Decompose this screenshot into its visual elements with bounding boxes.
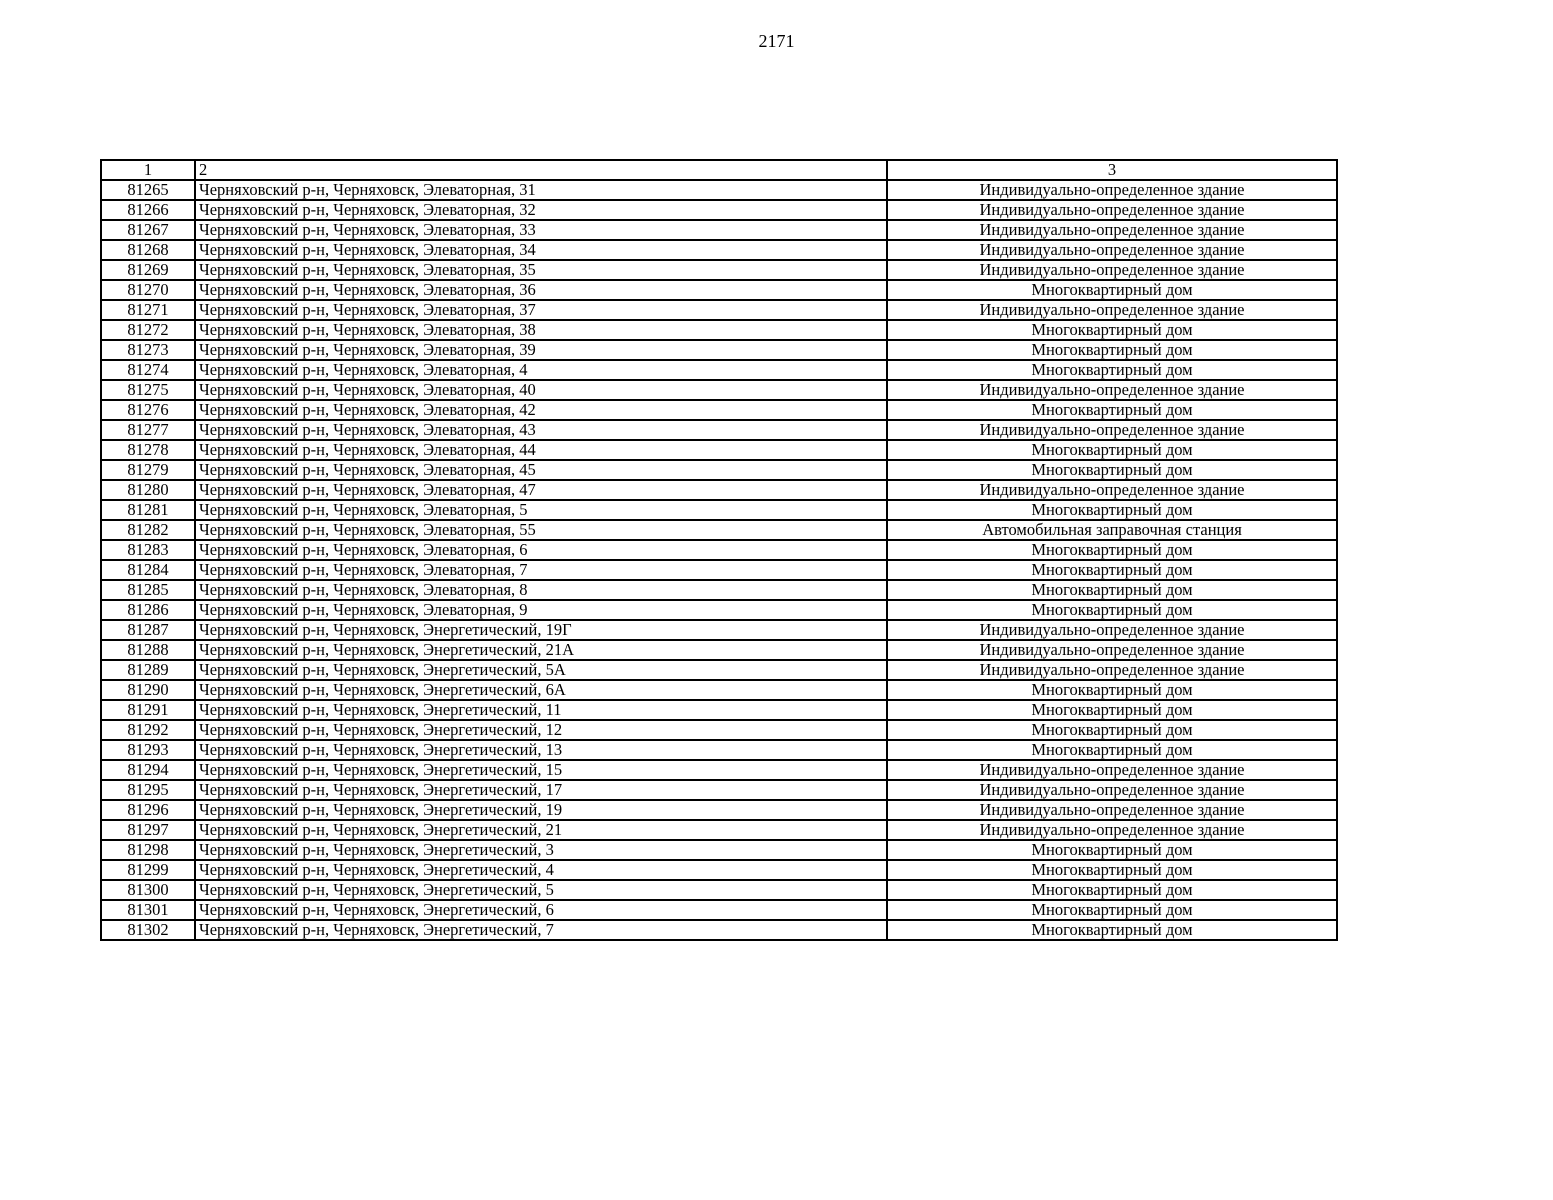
row-address-cell: Черняховский р-н, Черняховск, Элеваторная, 32	[195, 200, 887, 220]
row-type-cell: Индивидуально-определенное здание	[887, 180, 1337, 200]
row-address-cell: Черняховский р-н, Черняховск, Энергетический, 7	[195, 920, 887, 940]
row-address-cell: Черняховский р-н, Черняховск, Энергетический, 17	[195, 780, 887, 800]
row-number-cell: 81299	[101, 860, 195, 880]
row-number-cell: 81271	[101, 300, 195, 320]
header-cell-number: 1	[101, 160, 195, 180]
row-address-cell: Черняховский р-н, Черняховск, Элеваторная, 47	[195, 480, 887, 500]
row-number-cell: 81294	[101, 760, 195, 780]
row-address-cell: Черняховский р-н, Черняховск, Элеваторная, 31	[195, 180, 887, 200]
row-type-cell: Многоквартирный дом	[887, 920, 1337, 940]
row-number-cell: 81270	[101, 280, 195, 300]
row-number-cell: 81292	[101, 720, 195, 740]
table-row	[101, 360, 1337, 380]
row-number-cell: 81288	[101, 640, 195, 660]
row-address-cell: Черняховский р-н, Черняховск, Элеваторная, 35	[195, 260, 887, 280]
row-type-cell: Многоквартирный дом	[887, 740, 1337, 760]
row-number-cell: 81286	[101, 600, 195, 620]
row-type-cell: Многоквартирный дом	[887, 700, 1337, 720]
row-address-cell: Черняховский р-н, Черняховск, Элеваторная, 40	[195, 380, 887, 400]
table-row	[101, 620, 1337, 640]
table-row	[101, 680, 1337, 700]
row-type-cell: Многоквартирный дом	[887, 360, 1337, 380]
table-row	[101, 720, 1337, 740]
row-number-cell: 81278	[101, 440, 195, 460]
row-address-cell: Черняховский р-н, Черняховск, Элеваторная, 7	[195, 560, 887, 580]
row-type-cell: Многоквартирный дом	[887, 540, 1337, 560]
table-row	[101, 240, 1337, 260]
row-type-cell: Индивидуально-определенное здание	[887, 380, 1337, 400]
table-body	[101, 180, 1337, 940]
table-row	[101, 520, 1337, 540]
table-row	[101, 260, 1337, 280]
table-row	[101, 560, 1337, 580]
table-row	[101, 340, 1337, 360]
table-row	[101, 440, 1337, 460]
row-type-cell: Индивидуально-определенное здание	[887, 820, 1337, 840]
row-address-cell: Черняховский р-н, Черняховск, Энергетический, 19	[195, 800, 887, 820]
table-row	[101, 220, 1337, 240]
row-number-cell: 81296	[101, 800, 195, 820]
row-address-cell: Черняховский р-н, Черняховск, Энергетический, 21	[195, 820, 887, 840]
row-type-cell: Многоквартирный дом	[887, 280, 1337, 300]
table-row	[101, 700, 1337, 720]
table-row	[101, 900, 1337, 920]
table-row	[101, 300, 1337, 320]
row-address-cell: Черняховский р-н, Черняховск, Энергетический, 13	[195, 740, 887, 760]
header-cell-type: 3	[887, 160, 1337, 180]
row-type-cell: Индивидуально-определенное здание	[887, 780, 1337, 800]
row-number-cell: 81291	[101, 700, 195, 720]
table-row	[101, 480, 1337, 500]
table-row	[101, 540, 1337, 560]
row-number-cell: 81268	[101, 240, 195, 260]
row-type-cell: Индивидуально-определенное здание	[887, 620, 1337, 640]
row-type-cell: Индивидуально-определенное здание	[887, 300, 1337, 320]
table-row	[101, 320, 1337, 340]
row-number-cell: 81302	[101, 920, 195, 940]
row-address-cell: Черняховский р-н, Черняховск, Элеваторная, 4	[195, 360, 887, 380]
table-row	[101, 580, 1337, 600]
row-type-cell: Многоквартирный дом	[887, 440, 1337, 460]
row-number-cell: 81301	[101, 900, 195, 920]
row-address-cell: Черняховский р-н, Черняховск, Элеваторная, 6	[195, 540, 887, 560]
table-row	[101, 460, 1337, 480]
table-row	[101, 640, 1337, 660]
row-address-cell: Черняховский р-н, Черняховск, Энергетический, 6А	[195, 680, 887, 700]
row-number-cell: 81279	[101, 460, 195, 480]
row-number-cell: 81277	[101, 420, 195, 440]
row-number-cell: 81274	[101, 360, 195, 380]
row-type-cell: Многоквартирный дом	[887, 900, 1337, 920]
row-number-cell: 81290	[101, 680, 195, 700]
row-address-cell: Черняховский р-н, Черняховск, Энергетический, 5	[195, 880, 887, 900]
row-number-cell: 81284	[101, 560, 195, 580]
row-address-cell: Черняховский р-н, Черняховск, Элеваторная, 36	[195, 280, 887, 300]
row-type-cell: Индивидуально-определенное здание	[887, 760, 1337, 780]
row-type-cell: Многоквартирный дом	[887, 500, 1337, 520]
row-number-cell: 81273	[101, 340, 195, 360]
row-type-cell: Индивидуально-определенное здание	[887, 200, 1337, 220]
header-cell-address: 2	[195, 160, 887, 180]
row-number-cell: 81298	[101, 840, 195, 860]
row-type-cell: Многоквартирный дом	[887, 560, 1337, 580]
row-address-cell: Черняховский р-н, Черняховск, Энергетический, 3	[195, 840, 887, 860]
row-address-cell: Черняховский р-н, Черняховск, Энергетический, 11	[195, 700, 887, 720]
table-row	[101, 500, 1337, 520]
row-type-cell: Многоквартирный дом	[887, 860, 1337, 880]
table-row	[101, 660, 1337, 680]
row-address-cell: Черняховский р-н, Черняховск, Элеваторная, 37	[195, 300, 887, 320]
table-row	[101, 280, 1337, 300]
row-number-cell: 81269	[101, 260, 195, 280]
row-address-cell: Черняховский р-н, Черняховск, Энергетический, 15	[195, 760, 887, 780]
row-number-cell: 81280	[101, 480, 195, 500]
row-type-cell: Многоквартирный дом	[887, 880, 1337, 900]
row-address-cell: Черняховский р-н, Черняховск, Элеваторная, 5	[195, 500, 887, 520]
row-number-cell: 81285	[101, 580, 195, 600]
row-type-cell: Индивидуально-определенное здание	[887, 220, 1337, 240]
row-address-cell: Черняховский р-н, Черняховск, Энергетический, 4	[195, 860, 887, 880]
row-number-cell: 81272	[101, 320, 195, 340]
table-row	[101, 420, 1337, 440]
row-address-cell: Черняховский р-н, Черняховск, Элеваторная, 34	[195, 240, 887, 260]
row-number-cell: 81293	[101, 740, 195, 760]
row-number-cell: 81282	[101, 520, 195, 540]
row-type-cell: Индивидуально-определенное здание	[887, 640, 1337, 660]
row-number-cell: 81266	[101, 200, 195, 220]
row-address-cell: Черняховский р-н, Черняховск, Элеваторная, 9	[195, 600, 887, 620]
table-header-row	[101, 160, 1337, 180]
row-number-cell: 81281	[101, 500, 195, 520]
row-type-cell: Многоквартирный дом	[887, 680, 1337, 700]
table-row	[101, 880, 1337, 900]
row-number-cell: 81276	[101, 400, 195, 420]
row-type-cell: Многоквартирный дом	[887, 720, 1337, 740]
row-address-cell: Черняховский р-н, Черняховск, Энергетический, 12	[195, 720, 887, 740]
row-address-cell: Черняховский р-н, Черняховск, Элеваторная, 44	[195, 440, 887, 460]
table-row	[101, 380, 1337, 400]
row-address-cell: Черняховский р-н, Черняховск, Элеваторная, 38	[195, 320, 887, 340]
row-number-cell: 81300	[101, 880, 195, 900]
row-number-cell: 81297	[101, 820, 195, 840]
table-row	[101, 740, 1337, 760]
row-number-cell: 81295	[101, 780, 195, 800]
row-number-cell: 81265	[101, 180, 195, 200]
row-type-cell: Многоквартирный дом	[887, 460, 1337, 480]
table-row	[101, 820, 1337, 840]
table-row	[101, 180, 1337, 200]
row-address-cell: Черняховский р-н, Черняховск, Элеваторная, 55	[195, 520, 887, 540]
registry-table	[100, 159, 1338, 941]
row-type-cell: Многоквартирный дом	[887, 840, 1337, 860]
row-address-cell: Черняховский р-н, Черняховск, Элеваторная, 43	[195, 420, 887, 440]
row-address-cell: Черняховский р-н, Черняховск, Элеваторная, 39	[195, 340, 887, 360]
row-number-cell: 81267	[101, 220, 195, 240]
row-type-cell: Индивидуально-определенное здание	[887, 480, 1337, 500]
table-row	[101, 200, 1337, 220]
row-type-cell: Индивидуально-определенное здание	[887, 260, 1337, 280]
row-type-cell: Многоквартирный дом	[887, 580, 1337, 600]
row-type-cell: Индивидуально-определенное здание	[887, 240, 1337, 260]
row-type-cell: Многоквартирный дом	[887, 600, 1337, 620]
row-type-cell: Многоквартирный дом	[887, 320, 1337, 340]
row-number-cell: 81275	[101, 380, 195, 400]
row-address-cell: Черняховский р-н, Черняховск, Элеваторная, 33	[195, 220, 887, 240]
row-number-cell: 81283	[101, 540, 195, 560]
table-row	[101, 600, 1337, 620]
table-row	[101, 760, 1337, 780]
table-row	[101, 860, 1337, 880]
row-address-cell: Черняховский р-н, Черняховск, Элеваторная, 8	[195, 580, 887, 600]
row-type-cell: Автомобильная заправочная станция	[887, 520, 1337, 540]
table-row	[101, 840, 1337, 860]
table-row	[101, 800, 1337, 820]
row-type-cell: Многоквартирный дом	[887, 340, 1337, 360]
table-row	[101, 400, 1337, 420]
row-address-cell: Черняховский р-н, Черняховск, Энергетический, 5А	[195, 660, 887, 680]
page-number: 2171	[758, 31, 795, 51]
row-type-cell: Индивидуально-определенное здание	[887, 800, 1337, 820]
row-type-cell: Индивидуально-определенное здание	[887, 660, 1337, 680]
row-number-cell: 81289	[101, 660, 195, 680]
row-address-cell: Черняховский р-н, Черняховск, Энергетический, 19Г	[195, 620, 887, 640]
table-row	[101, 780, 1337, 800]
row-address-cell: Черняховский р-н, Черняховск, Элеваторная, 45	[195, 460, 887, 480]
row-address-cell: Черняховский р-н, Черняховск, Энергетический, 21А	[195, 640, 887, 660]
row-type-cell: Индивидуально-определенное здание	[887, 420, 1337, 440]
row-number-cell: 81287	[101, 620, 195, 640]
table-row	[101, 920, 1337, 940]
row-type-cell: Многоквартирный дом	[887, 400, 1337, 420]
row-address-cell: Черняховский р-н, Черняховск, Элеваторная, 42	[195, 400, 887, 420]
row-address-cell: Черняховский р-н, Черняховск, Энергетический, 6	[195, 900, 887, 920]
